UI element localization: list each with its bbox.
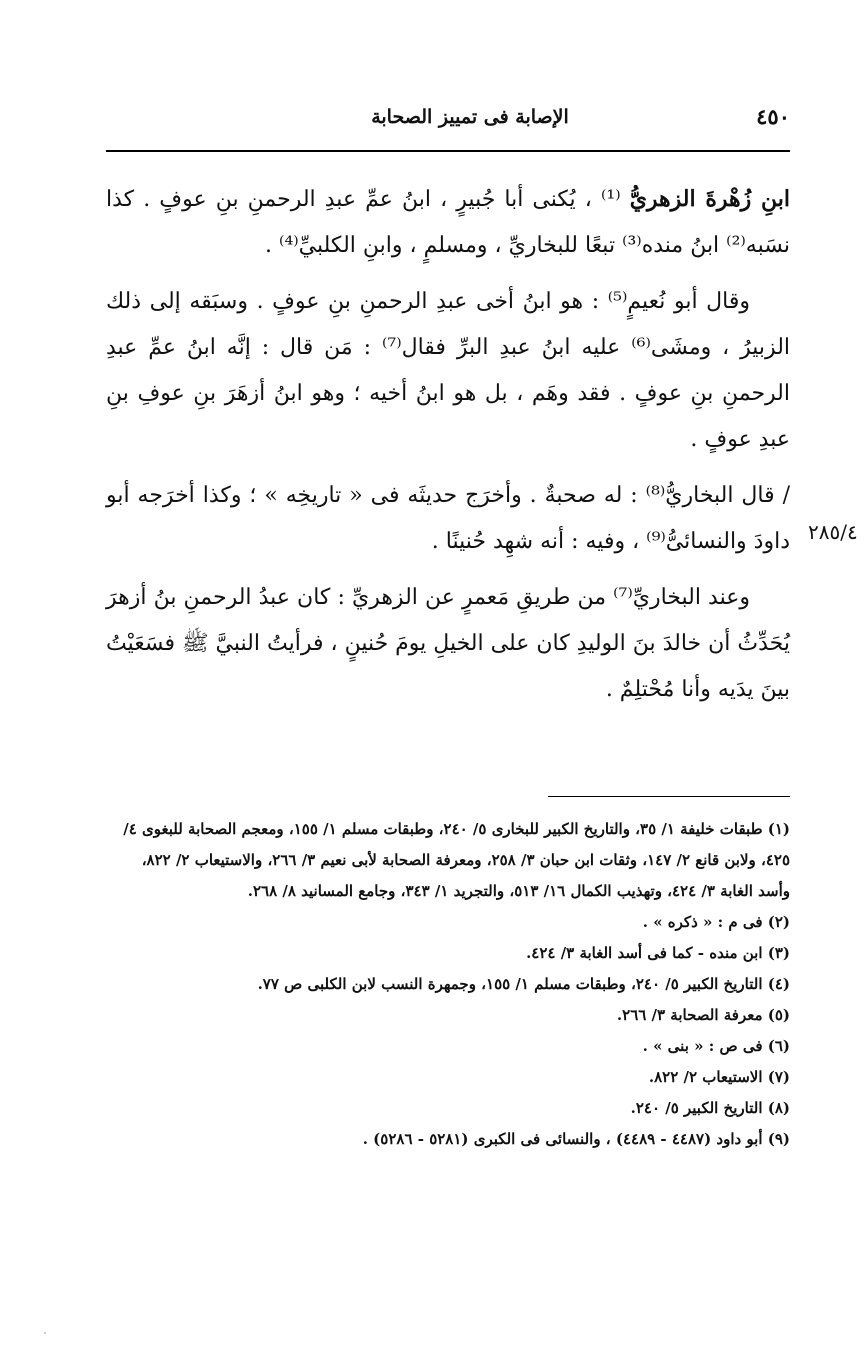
footnote-6: (٦) فى ص : « بنى » .	[642, 1037, 790, 1055]
book-title: الإصابة فى تمييز الصحابة	[371, 106, 569, 128]
footnote-8: (٨) التاريخ الكبير ٥/ ٢٤٠.	[630, 1099, 790, 1117]
footnote-4: (٤) التاريخ الكبير ٥/ ٢٤٠، وطبقات مسلم ١/ ١٥٥، وجمهرة النسب لابن الكلبى ص ٧٧.	[257, 975, 790, 993]
margin-reference: ٢٨٥/٤	[808, 520, 858, 544]
paragraph-4: وعند البخاريِّ⁽⁷⁾ من طريقِ مَعمرٍ عن الزهريِّ : كان عبدُ الرحمنِ بنُ أزهرَ يُحَدِّثُ أن خالدَ بنَ الوليدِ كان على الخيلِ يومَ حُنينٍ ، فرأيتُ النبيَّ ﷺ فسَعَيْتُ بينَ يدَيه وأنا مُحْتلِمٌ .	[106, 585, 790, 702]
entry-name: ابنِ زُهْرةَ الزهريُّ	[629, 186, 790, 212]
footnotes	[106, 814, 790, 1155]
paragraph-1-text: ⁽¹⁾ ، يُكنى أبا جُبيرٍ ، ابنُ عمِّ عبدِ الرحمنِ بنِ عوفٍ . كذا نسَبه⁽²⁾ ابنُ منده⁽³⁾ تبعًا للبخاريِّ ، ومسلمٍ ، وابنِ الكلبيِّ⁽⁴⁾ .	[106, 187, 790, 258]
paragraph-2: وقال أبو نُعيمٍ⁽⁵⁾ : هو ابنُ أخى عبدِ الرحمنِ بنِ عوفٍ . وسبَقه إلى ذلك الزبيرُ ، ومشَى⁽⁶⁾ عليه ابنُ عبدِ البرِّ فقال⁽⁷⁾ : مَن قال : إنَّه ابنُ عمِّ عبدِ الرحمنِ بنِ عوفٍ . فقد وهَم ، بل هو ابنُ أخيه ؛ وهو ابنُ أزهَرَ بنِ عوفِ بنِ عبدِ عوفٍ .	[106, 289, 791, 452]
paragraph-3: / قال البخاريُّ⁽⁸⁾ : له صحبةٌ . وأخرَج حديثَه فى « تاريخِه » ؛ وكذا أخرَجه أبو داودَ والنسائىُّ⁽⁹⁾ ، وفيه : أنه شهِد حُنينًا .	[106, 483, 790, 554]
footnote-5: (٥) معرفة الصحابة ٣/ ٢٦٦.	[616, 1006, 790, 1024]
page-number: ٤٥٠	[756, 104, 790, 129]
footnote-9: (٩) أبو داود (٤٤٨٧ - ٤٤٨٩) ، والنسائى فى الكبرى (٥٢٨١ - ٥٢٨٦) .	[362, 1130, 790, 1148]
footnote-rule	[548, 796, 790, 797]
header-rule	[106, 150, 790, 152]
footnote-1: (١) طبقات خليفة ١/ ٣٥، والتاريخ الكبير للبخارى ٥/ ٢٤٠، وطبقات مسلم ١/ ١٥٥، ومعجم الصحابة للبغوى ٤/ ٤٢٥، ولابن قانع ٢/ ١٤٧، وثقات ابن حبان ٣/ ٢٥٨، ومعرفة الصحابة لأبى نعيم ٣/ ٢٦٦، والاستيعاب ٢/ ٨٢٢، وأسد الغابة ٣/ ٤٢٤، وتهذيب الكمال ١٦/ ٥١٣، والتجريد ١/ ٣٤٣، وجامع المسانيد ٨/ ٢٦٨.	[123, 820, 790, 900]
paragraph-1	[106, 176, 790, 269]
footnote-7: (٧) الاستيعاب ٢/ ٨٢٢.	[648, 1068, 790, 1086]
running-header	[106, 104, 790, 140]
scan-speck	[44, 1332, 46, 1334]
body-text	[106, 176, 790, 713]
footnote-3: (٣) ابن منده - كما فى أسد الغابة ٣/ ٤٢٤.	[526, 944, 790, 962]
footnote-2: (٢) فى م : « ذكره » .	[642, 913, 790, 931]
